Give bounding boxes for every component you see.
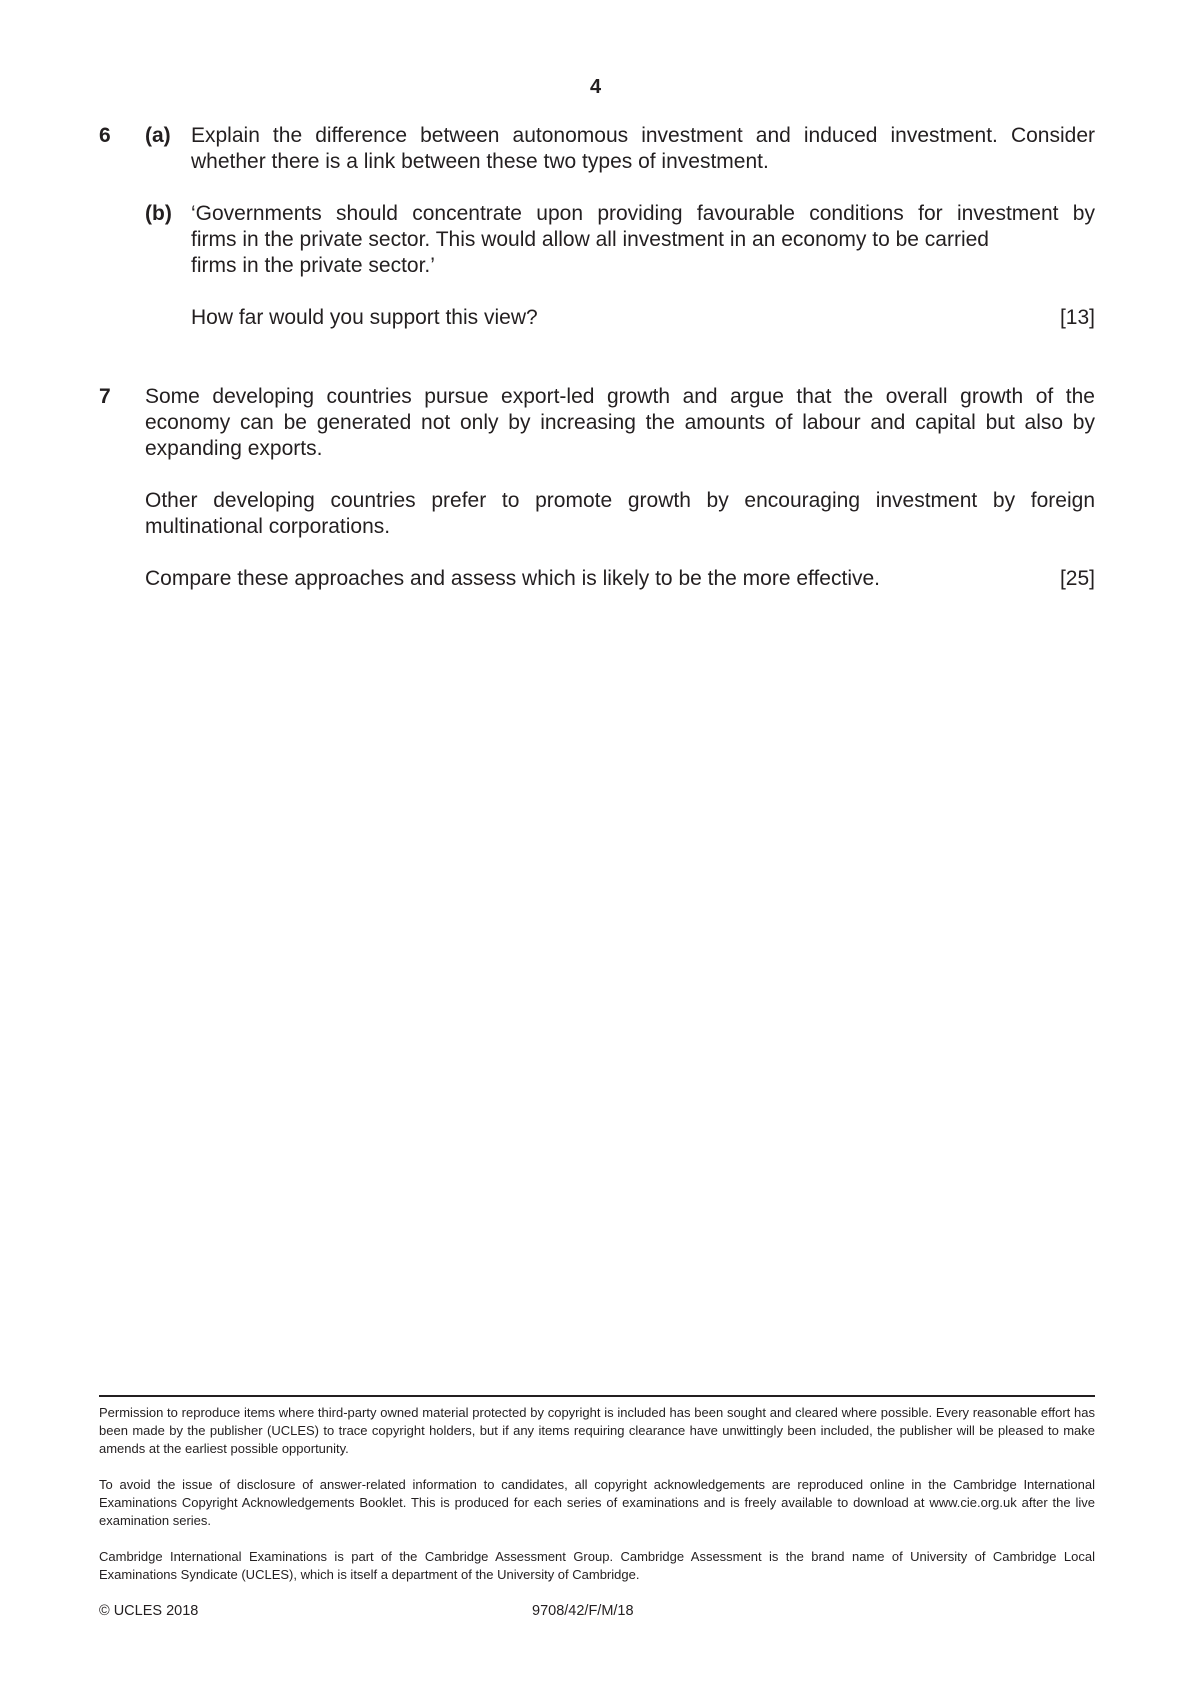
question-7-number: 7 bbox=[99, 385, 111, 408]
question-7-prompt-row bbox=[145, 566, 1095, 592]
question-7-question: Compare these approaches and assess which is likely to be the more effective. bbox=[145, 567, 880, 590]
footer-disclosure: To avoid the issue of disclosure of answer-related information to candidates, all copyright acknowledgements are reproduced online in the Cambridge International Examinations Copyright Acknowledgements Booklet. This is produced for each series of examinations and is freely available to download at www.cie.org.uk after the live examination series. bbox=[99, 1477, 1095, 1528]
question-7-paragraph-1: Some developing countries pursue export-led growth and argue that the overall growth of the economy can be generated not only by increasing the amounts of labour and capital but also by expanding exports. bbox=[145, 385, 1095, 460]
footer-cambridge: Cambridge International Examinations is part of the Cambridge Assessment Group. Cambridge Assessment is the brand name of University of Cambridge Local Examinations Syndicate (UCLES), which is itself a department of the University of Cambridge. bbox=[99, 1549, 1095, 1582]
question-6a-label: (a) bbox=[145, 124, 171, 147]
footer-divider bbox=[99, 1395, 1095, 1397]
page-number: 4 bbox=[589, 76, 602, 98]
question-6b-question: How far would you support this view? bbox=[191, 306, 538, 329]
footer-permission: Permission to reproduce items where third-party owned material protected by copyright is included has been sought and cleared where possible. Every reasonable effort has been made by the publisher (UCLES) to trace copyright holders, but if any items requiring clearance have unwittingly been included, the publisher will be pleased to make amends at the earliest possible opportunity. bbox=[99, 1405, 1095, 1456]
question-7-paragraph-2: Other developing countries prefer to promote growth by encouraging investment by foreign multinational corporations. bbox=[145, 489, 1095, 538]
question-6b-quote-line-1: ‘Governments should concentrate upon providing favourable conditions for investment by bbox=[191, 202, 1095, 225]
question-6b-marks: [13] bbox=[1059, 306, 1095, 329]
question-6b-prompt-row bbox=[191, 305, 1095, 331]
question-6b-quote-line-2: firms in the private sector. This would allow all investment in an economy to be carried bbox=[191, 228, 989, 251]
question-6b-quote-line-3: firms in the private sector.’ bbox=[191, 254, 435, 277]
footer-copyright: © UCLES 2018 bbox=[99, 1603, 199, 1619]
question-6-number: 6 bbox=[99, 124, 111, 147]
footer-paper-code: 9708/42/F/M/18 bbox=[532, 1603, 634, 1619]
question-6b-quote bbox=[191, 201, 1095, 279]
question-7-marks: [25] bbox=[1059, 567, 1095, 590]
question-6a-text: Explain the difference between autonomous investment and induced investment. Consider whether there is a link between these two types of investment. bbox=[191, 124, 1095, 173]
question-6b-label: (b) bbox=[145, 202, 172, 225]
